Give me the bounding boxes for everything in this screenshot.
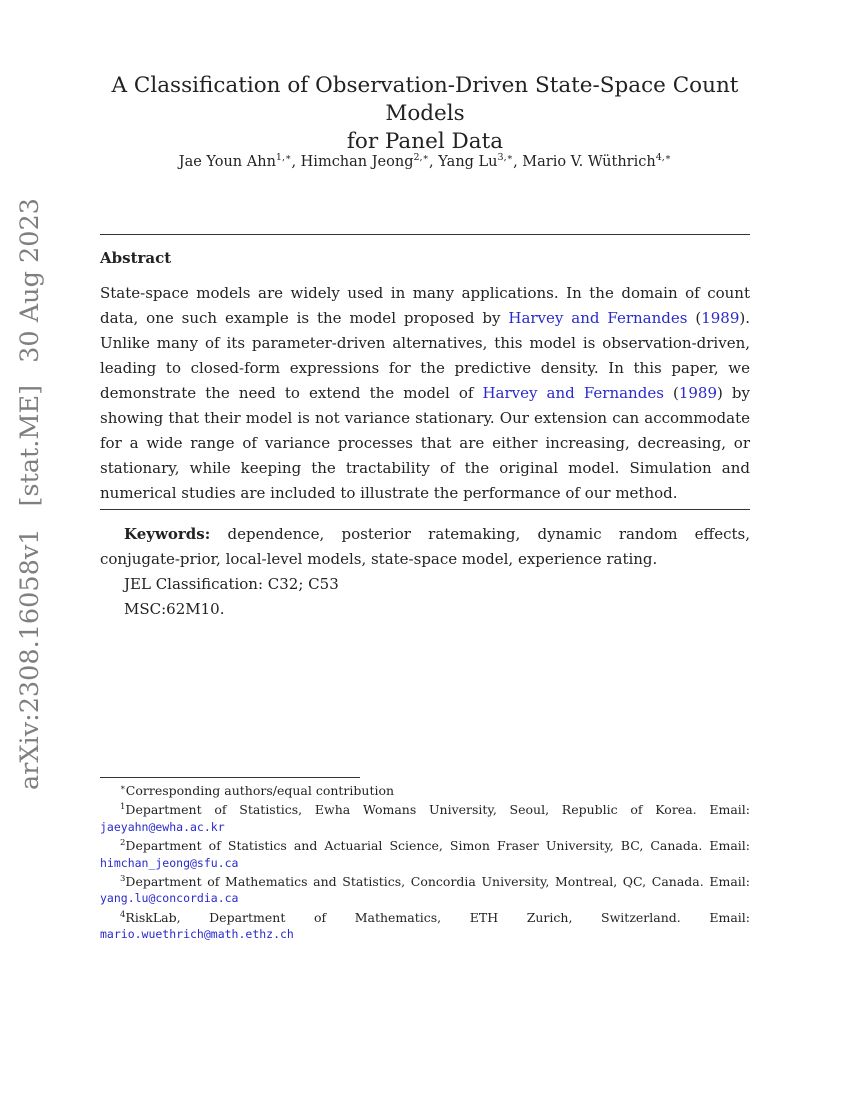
footnote-mark: 1 bbox=[120, 802, 126, 813]
footnote bbox=[100, 871, 750, 907]
footnote bbox=[100, 780, 750, 799]
footnote-mark: 3 bbox=[120, 873, 126, 884]
citation-link[interactable] bbox=[508, 309, 687, 327]
author-name: Yang Lu bbox=[438, 153, 498, 170]
title-line-2: for Panel Data bbox=[346, 129, 504, 154]
abstract-bottom-rule bbox=[100, 509, 750, 510]
paper-title bbox=[100, 72, 750, 156]
title-line-1: A Classification of Observation-Driven State-Space Count Models bbox=[111, 73, 739, 126]
email-link[interactable]: yang.lu@concordia.ca bbox=[100, 891, 239, 906]
msc-classification: MSC:62M10. bbox=[124, 600, 225, 618]
keywords-label: Keywords: bbox=[124, 525, 211, 543]
author-name: Jae Youn Ahn bbox=[178, 153, 276, 170]
abstract-heading: Abstract bbox=[100, 249, 172, 267]
arxiv-date: 30 Aug 2023 bbox=[15, 198, 45, 363]
abstract-body: State-space models are widely used in many applications. In the domain of count data, one such example is the model proposed by Harvey and Fernandes (1989). Unlike many of its parameter-driven alternatives, this model is observation-driven, leading to closed-form expressions for the predictive density. In this paper, we demonstrate the need to extend the model of Harvey and Fernandes (1989) by showing that their model is not variance stationary. Our extension can accommodate for a wide range of variance processes that are either increasing, decreasing, or stationary, while keeping the tractability of the original model. Simulation and numerical studies are included to illustrate the performance of our method. bbox=[100, 284, 751, 502]
author-name: Himchan Jeong bbox=[300, 153, 414, 170]
keywords-text: dependence, posterior ratemaking, dynamic random effects, conjugate-prior, local-level models, state-space model, experience rating. bbox=[100, 525, 750, 568]
author-mark: 2,∗ bbox=[413, 152, 430, 163]
abstract-text: ) by showing that their model is not variance stationary. Our extension can accommodate for a wide range of variance processes that are either increasing, decreasing, or stationary, while keeping the tractability of the original model. Simulation and numerical studies are included to illustrate the performance of our method. bbox=[100, 384, 751, 502]
footnote-text: Department of Mathematics and Statistics, Concordia University, Montreal, QC, Canada. Email: bbox=[125, 874, 750, 890]
citation-year-link[interactable]: 1989 bbox=[678, 384, 718, 402]
footnote-mark: ∗ bbox=[120, 783, 126, 793]
author-name: Mario V. Wüthrich bbox=[522, 153, 656, 170]
footnote-mark: 4 bbox=[120, 909, 126, 920]
citation-authors: Harvey and Fernandes bbox=[508, 309, 688, 327]
jel-classification: JEL Classification: C32; C53 bbox=[124, 575, 339, 593]
abstract-top-rule bbox=[100, 234, 750, 235]
footnote-rule bbox=[100, 777, 360, 778]
footnotes bbox=[100, 780, 750, 942]
arxiv-side-stamp bbox=[15, 184, 45, 790]
abstract-text: ). Unlike many of its parameter-driven alternatives, this model is observation-driven, leading to closed-form expressions for the predictive density. In this paper, we demonstrate the need to extend the model of bbox=[100, 309, 751, 402]
keywords bbox=[100, 522, 750, 572]
footnote-text: Corresponding authors/equal contribution bbox=[125, 783, 395, 799]
author-mark: 1,∗ bbox=[275, 152, 292, 163]
arxiv-id[interactable]: arXiv:2308.16058v1 bbox=[15, 528, 45, 790]
citation-link[interactable] bbox=[482, 384, 663, 402]
footnote bbox=[100, 835, 750, 871]
footnote-text: RiskLab, Department of Mathematics, ETH Zurich, Switzerland. Email: bbox=[125, 909, 750, 925]
footnote bbox=[100, 799, 750, 835]
abstract-text: State-space models are widely used in many applications. In the domain of count data, one such example is the model proposed by bbox=[100, 284, 750, 327]
email-link[interactable]: jaeyahn@ewha.ac.kr bbox=[100, 819, 225, 834]
footnote-text: Department of Statistics, Ewha Womans University, Seoul, Republic of Korea. Email: bbox=[125, 802, 750, 818]
citation-authors: Harvey and Fernandes bbox=[482, 384, 664, 402]
citation-year-link[interactable]: 1989 bbox=[701, 309, 740, 327]
author-list: Jae Youn Ahn$^{1,∗}$, Himchan Jeong$^{2,∗}$, Yang $Lu^{3,∗}$, Mario V. Wüthrich$^{4,∗}$ bbox=[178, 152, 672, 170]
email-link[interactable]: himchan_jeong@sfu.ca bbox=[100, 855, 239, 870]
footnote-text: Department of Statistics and Actuarial Science, Simon Fraser University, BC, Canada. Email: bbox=[125, 838, 750, 854]
email-link[interactable]: mario.wuethrich@math.ethz.ch bbox=[100, 927, 294, 942]
footnote-mark: 2 bbox=[120, 838, 126, 849]
arxiv-category: [stat.ME] bbox=[15, 384, 45, 507]
footnote bbox=[100, 907, 750, 943]
author-mark: 4,∗ bbox=[655, 152, 672, 163]
author-mark: 3,∗ bbox=[497, 152, 514, 163]
